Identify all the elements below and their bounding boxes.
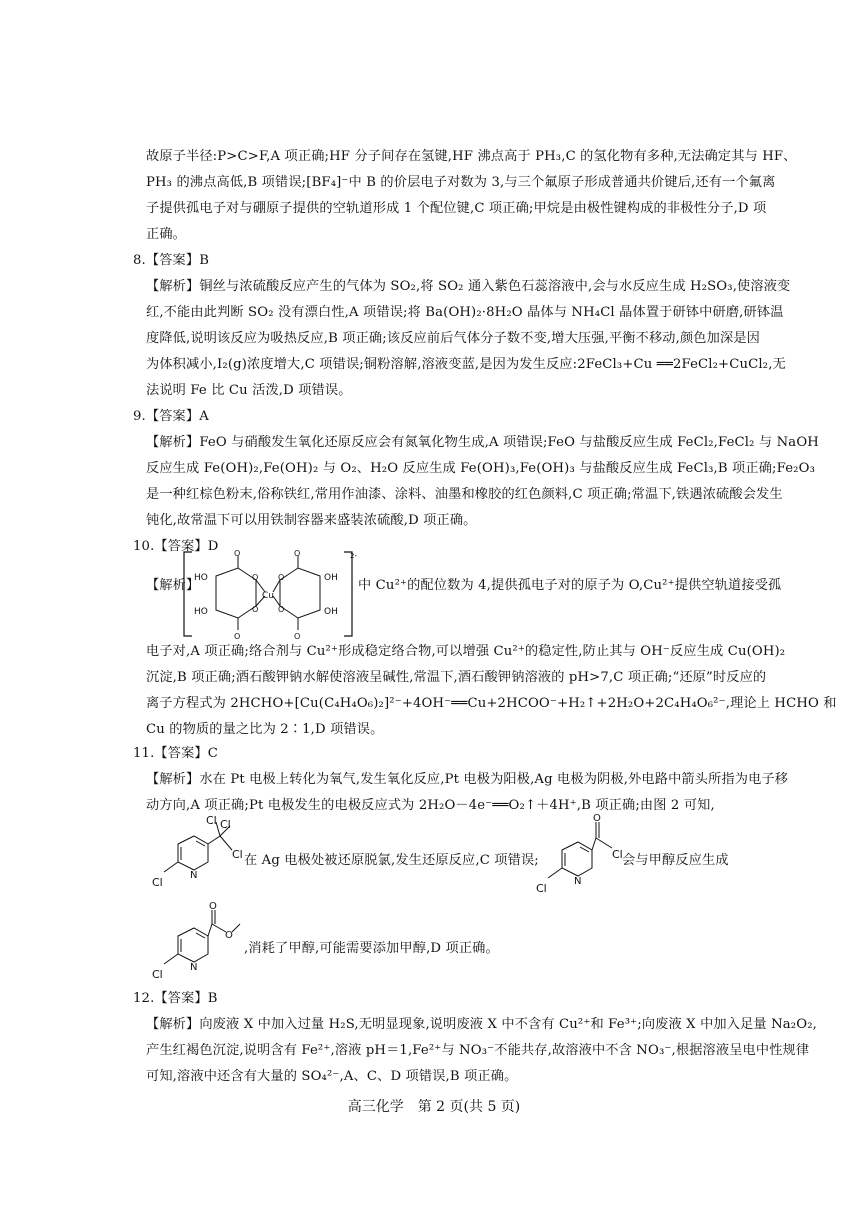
q9-line: 反应生成 Fe(OH)₂,Fe(OH)₂ 与 O₂、H₂O 反应生成 Fe(OH)₃,Fe(OH)₃ 与盐酸反应生成 FeCl₃,B 项正确;Fe₂O₃ bbox=[146, 461, 816, 476]
n-label: N bbox=[574, 876, 582, 887]
intro-line: PH₃ 的沸点高低,B 项错误;[BF₄]⁻中 B 的价层电子对数为 3,与三个氟原子形成普通共价键后,还有一个氟离 bbox=[146, 175, 776, 190]
q10-line: 电子对,A 项正确;络合剂与 Cu²⁺形成稳定络合物,可以增强 Cu²⁺的稳定性,防止其与 OH⁻反应生成 Cu(OH)₂ bbox=[146, 644, 786, 659]
ho-label: HO bbox=[194, 573, 208, 583]
q10-after-structure: 中 Cu²⁺的配位数为 4,提供孤电子对的原子为 O,Cu²⁺提供空轨道接受孤 bbox=[358, 578, 782, 593]
q11-line: 动方向,A 项正确;Pt 电极发生的电极反应式为 2H₂O－4e⁻══O₂↑＋4H⁺,B 项正确;由图 2 可知, bbox=[146, 798, 715, 813]
q11-end-text: ,消耗了甲醇,可能需要添加甲醇,D 项正确。 bbox=[244, 941, 499, 956]
methyl-chloronicotinate-structure bbox=[150, 900, 244, 982]
o-label: O bbox=[234, 632, 241, 641]
q11-line: 【解析】水在 Pt 电极上转化为氧气,发生氧化反应,Pt 电极为阳极,Ag 电极为阴极,外电路中箭头所指为电子移 bbox=[146, 772, 789, 787]
page-footer: 高三化学 第 2 页(共 5 页) bbox=[347, 1099, 521, 1115]
copper-tartrate-complex-structure bbox=[180, 548, 360, 640]
cl-label: Cl bbox=[220, 818, 231, 831]
ho-label: HO bbox=[194, 607, 208, 617]
q8-line: 法说明 Fe 比 Cu 活泼,D 项错误。 bbox=[146, 383, 352, 398]
o-label: O bbox=[209, 901, 217, 912]
cl-label: Cl bbox=[536, 882, 547, 895]
chloronicotinoyl-chloride-structure bbox=[534, 813, 623, 895]
cl-label: Cl bbox=[152, 968, 163, 981]
intro-line: 正确。 bbox=[146, 227, 187, 242]
q12-line: 可知,溶液中还含有大量的 SO₄²⁻,A、C、D 项错误,B 项正确。 bbox=[146, 1069, 518, 1084]
intro-line: 故原子半径:P>C>F,A 项正确;HF 分子间存在氢键,HF 沸点高于 PH₃,C 的氢化物有多种,无法确定其与 HF、 bbox=[146, 149, 797, 164]
oh-label: OH bbox=[324, 573, 338, 583]
o-label: O bbox=[278, 573, 285, 582]
q11-mid-text: 在 Ag 电极处被还原脱氯,发生还原反应,C 项错误; bbox=[244, 853, 539, 868]
q9-answer: 9.【答案】A bbox=[133, 409, 209, 424]
o-label: O bbox=[294, 632, 301, 641]
q9-line: 【解析】FeO 与硝酸发生氧化还原反应会有氮氧化物生成,A 项错误;FeO 与盐酸反应生成 FeCl₂,FeCl₂ 与 NaOH bbox=[146, 435, 819, 450]
q11-answer: 11.【答案】C bbox=[133, 746, 219, 761]
q11-mid-text: 会与甲醇反应生成 bbox=[622, 853, 729, 868]
q12-answer: 12.【答案】B bbox=[133, 991, 218, 1006]
q12-line: 产生红褐色沉淀,说明含有 Fe²⁺,溶液 pH＝1,Fe²⁺与 NO₃⁻不能共存,故溶液中不含 NO₃⁻,根据溶液呈电中性规律 bbox=[146, 1043, 810, 1058]
q10-line: 沉淀,B 项正确;酒石酸钾钠水解使溶液呈碱性,常温下,酒石酸钾钠溶液的 pH>7,C 项正确;“还原”时反应的 bbox=[146, 670, 767, 685]
o-label: O bbox=[593, 813, 601, 824]
q10-answer: 10.【答案】D bbox=[133, 539, 219, 554]
q8-answer: 8.【答案】B bbox=[133, 253, 210, 268]
q9-line: 是一种红棕色粉末,俗称铁红,常用作油漆、涂料、油墨和橡胶的红色颜料,C 项正确;常温下,铁遇浓硫酸会发生 bbox=[146, 487, 783, 502]
q8-line: 【解析】铜丝与浓硫酸反应产生的气体为 SO₂,将 SO₂ 通入紫色石蕊溶液中,会与水反应生成 H₂SO₃,使溶液变 bbox=[146, 279, 791, 294]
intro-line: 子提供孤电子对与硼原子提供的空轨道形成 1 个配位键,C 项正确;甲烷是由极性键构成的非极性分子,D 项 bbox=[146, 201, 767, 216]
q9-line: 钝化,故常温下可以用铁制容器来盛装浓硫酸,D 项正确。 bbox=[146, 513, 477, 528]
o-label: O bbox=[294, 549, 301, 558]
o-label: O bbox=[278, 605, 285, 614]
n-label: N bbox=[190, 962, 198, 973]
oh-label: OH bbox=[324, 607, 338, 617]
o-label: O bbox=[225, 930, 233, 941]
q8-line: 为体积减小,I₂(g)浓度增大,C 项错误;铜粉溶解,溶液变蓝,是因为发生反应:2FeCl₃+Cu ══2FeCl₂+CuCl₂,无 bbox=[146, 357, 786, 372]
cl-label: Cl bbox=[612, 848, 623, 861]
n-label: N bbox=[190, 870, 198, 881]
q12-line: 【解析】向废液 X 中加入过量 H₂S,无明显现象,说明废液 X 中不含有 Cu²⁺和 Fe³⁺;向废液 X 中加入足量 Na₂O₂, bbox=[146, 1017, 817, 1032]
q8-line: 红,不能由此判断 SO₂ 没有漂白性,A 项错误;将 Ba(OH)₂·8H₂O 晶体与 NH₄Cl 晶体置于研钵中研磨,研钵温 bbox=[146, 305, 784, 320]
q8-line: 度降低,说明该反应为吸热反应,B 项正确;该反应前后气体分子数不变,增大压强,平衡不移动,颜色加深是因 bbox=[146, 331, 760, 346]
charge-label: 2- bbox=[350, 552, 357, 560]
q10-line: 离子方程式为 2HCHO+[Cu(C₄H₄O₆)₂]²⁻+4OH⁻══Cu+2HCOO⁻+H₂↑+2H₂O+2C₄H₄O₆²⁻,理论上 HCHO 和 bbox=[146, 696, 837, 711]
o-label: O bbox=[252, 573, 259, 582]
o-label: O bbox=[234, 549, 241, 558]
cl-label: Cl bbox=[206, 814, 217, 827]
q10-prefix: 【解析】 bbox=[146, 578, 200, 593]
trichloromethyl-chloropyridine-structure bbox=[150, 814, 243, 894]
cu-label: Cu bbox=[262, 591, 274, 601]
cl-label: Cl bbox=[152, 876, 163, 889]
cl-label: Cl bbox=[232, 848, 243, 861]
q10-line: Cu 的物质的量之比为 2∶1,D 项错误。 bbox=[146, 722, 384, 737]
o-label: O bbox=[252, 605, 259, 614]
